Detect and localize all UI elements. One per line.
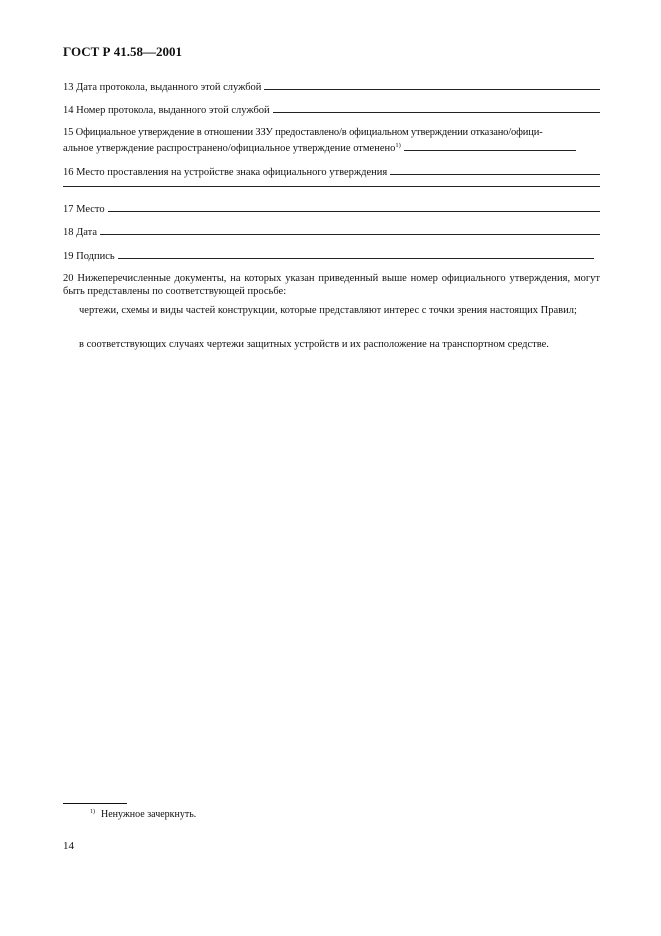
item-16 (63, 165, 600, 179)
item-18 (63, 225, 600, 239)
footnote-mark: 1) (90, 809, 95, 815)
item-17-label: 17 Место (63, 204, 105, 215)
item-15-footnote-mark: 1) (395, 141, 401, 149)
footnote-text: Ненужное зачеркнуть. (101, 809, 197, 820)
item-15-blank (404, 142, 576, 151)
footnote-separator (63, 803, 127, 804)
item-13 (63, 80, 600, 94)
item-17 (63, 202, 600, 216)
page-number: 14 (63, 840, 74, 852)
item-16-continuation-line (63, 186, 600, 187)
item-18-label: 18 Дата (63, 227, 98, 238)
item-14-blank (273, 103, 600, 113)
document-header: ГОСТ Р 41.58—2001 (63, 44, 182, 59)
item-15-line2: альное утверждение распространено/официальное утверждение отменено (63, 142, 396, 154)
item-16-label: 16 Место проставления на устройстве знака официального утверждения (63, 167, 388, 178)
item-17-blank (108, 202, 600, 212)
item-15-line1: 15 Официальное утверждение в отношении ЗЗУ предоставлено/в официальном утверждении отказано/офици- (63, 127, 543, 138)
item-18-blank (100, 225, 600, 235)
document-list-item-1: чертежи, схемы и виды частей конструкции, которые представляют интерес с точки зрения настоящих Правил; (79, 305, 577, 316)
document-list-item-2: в соответствующих случаях чертежи защитных устройств и их расположение на транспортном средстве. (79, 339, 549, 350)
item-15-line2-wrap (63, 140, 600, 156)
item-16-blank (390, 165, 600, 175)
item-15 (63, 127, 600, 155)
item-19-blank (118, 249, 594, 259)
item-14-label: 14 Номер протокола, выданного этой службой (63, 105, 270, 116)
footnote (90, 809, 196, 820)
item-13-label: 13 Дата протокола, выданного этой службой (63, 82, 262, 93)
item-19 (63, 249, 594, 263)
item-20: 20 Нижеперечисленные документы, на которых указан приведенный выше номер официального утверждения, могут быть представлены по соответствующей просьбе: (63, 273, 600, 297)
item-13-blank (264, 80, 600, 90)
item-19-label: 19 Подпись (63, 251, 115, 262)
item-14 (63, 103, 600, 117)
